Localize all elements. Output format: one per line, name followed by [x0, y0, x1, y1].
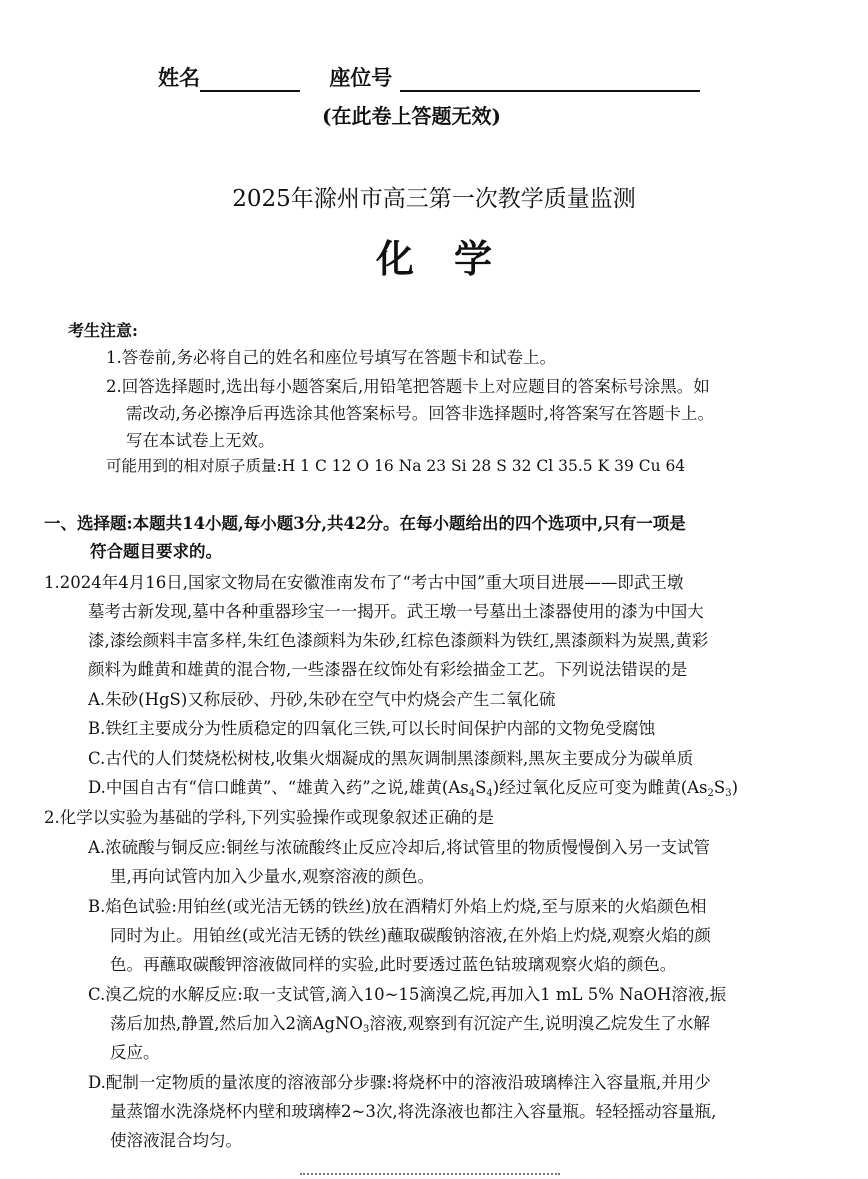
q1-option-a: A.朱砂(HgS)又称辰砂、丹砂,朱砂在空气中灼烧会产生二氧化硫 [88, 690, 556, 709]
orpiment-formula: $As_2S_3$ [687, 778, 732, 799]
q2-stem: 2.化学以实验为基础的学科,下列实验操作或现象叙述正确的是 [44, 808, 494, 827]
q2-option-d-line-1: D.配制一定物质的量浓度的溶液部分步骤:将烧杯中的溶液沿玻璃棒注入容量瓶,并用少 [88, 1073, 711, 1092]
invalid-note: (在此卷上答题无效) [322, 104, 501, 128]
page-footer-cutoff [300, 1173, 560, 1179]
silver-nitrate-formula: AgNO$_3$ [312, 1014, 370, 1035]
name-label: 姓名 [158, 65, 200, 90]
notice-item-2-line-2: 需改动,务必擦净后再选涂其他答案标号。回答非选择题时,将答案写在答题卡上。 [126, 404, 714, 423]
section-1-heading: 一、选择题:本题共14小题,每小题3分,共42分。在每小题给出的四个选项中,只有一项是 [44, 514, 686, 533]
q1-stem-line-2: 墓考古新发现,墓中各种重器珍宝一一揭开。武王墩一号墓出土漆器使用的漆为中国大 [88, 602, 704, 621]
q2-option-c-line-1: C.溴乙烷的水解反应:取一支试管,滴入10~15滴溴乙烷,再加入1 mL 5% NaOH溶液,振 [88, 985, 727, 1004]
q1-d-text-1: D.中国自古有“信口雌黄”、“雄黄入药”之说,雄黄( [88, 778, 449, 797]
exam-title: 2025年滁州市高三第一次教学质量监测 [232, 186, 636, 212]
q2-option-a-line-1: A.浓硫酸与铜反应:铜丝与浓硫酸终止反应冷却后,将试管里的物质慢慢倒入另一支试管 [88, 838, 710, 857]
q1-d-text-2: )经过氧化反应可变为雌黄( [492, 778, 688, 797]
atomic-masses: 可能用到的相对原子质量:H 1 C 12 O 16 Na 23 Si 28 S 32 Cl 35.5 K 39 Cu 64 [106, 457, 686, 475]
candidate-info-line [158, 62, 700, 92]
notice-item-1: 1.答卷前,务必将自己的姓名和座位号填写在答题卡和试卷上。 [106, 348, 556, 367]
q1-option-b: B.铁红主要成分为性质稳定的四氧化三铁,可以长时间保护内部的文物免受腐蚀 [88, 719, 656, 738]
notice-item-2-line-1: 2.回答选择题时,选出每小题答案后,用铅笔把答题卡上对应题目的答案标号涂黑。如 [106, 377, 710, 396]
q2-option-c-line-2: 荡后加热,静置,然后加入2滴AgNO$_3$溶液,观察到有沉淀产生,说明溴乙烷发生了水解 [110, 1014, 710, 1035]
seat-blank [400, 68, 700, 92]
q1-option-d: D.中国自古有“信口雌黄”、“雄黄入药”之说,雄黄$(As_4S_4)$经过氧化反应可变为雌黄$(As_2S_3)$ [88, 778, 739, 799]
q2-option-c-line-3: 反应。 [110, 1043, 160, 1062]
subject-title: 化学 [375, 236, 532, 281]
q1-stem-line-4: 颜料为雌黄和雄黄的混合物,一些漆器在纹饰处有彩绘描金工艺。下列说法错误的是 [88, 660, 688, 679]
realgar-formula: $As_4S_4$ [448, 778, 493, 799]
name-blank [200, 68, 300, 92]
q2-option-b-line-2: 同时为止。用铂丝(或光洁无锈的铁丝)蘸取碳酸钠溶液,在外焰上灼烧,观察火焰的颜 [110, 926, 711, 945]
q2-option-d-line-2: 量蒸馏水洗涤烧杯内壁和玻璃棒2~3次,将洗涤液也都注入容量瓶。轻轻摇动容量瓶, [110, 1102, 717, 1121]
q1-stem-line-3: 漆,漆绘颜料丰富多样,朱红色漆颜料为朱砂,红棕色漆颜料为铁红,黑漆颜料为炭黑,黄彩 [88, 631, 709, 650]
q2-option-a-line-2: 里,再向试管内加入少量水,观察溶液的颜色。 [110, 867, 434, 886]
section-1-heading-cont: 符合题目要求的。 [90, 542, 222, 561]
q2-option-b-line-3: 色。再蘸取碳酸钾溶液做同样的实验,此时要透过蓝色钴玻璃观察火焰的颜色。 [110, 955, 677, 974]
notice-item-2-line-3: 写在本试卷上无效。 [126, 431, 275, 450]
q2-option-d-line-3: 使溶液混合均匀。 [110, 1131, 242, 1150]
notice-heading: 考生注意: [68, 321, 138, 340]
seat-label: 座位号 [329, 65, 393, 90]
q2-option-b-line-1: B.焰色试验:用铂丝(或光洁无锈的铁丝)放在酒精灯外焰上灼烧,至与原来的火焰颜色相 [88, 897, 707, 916]
q1-stem-line-1: 1.2024年4月16日,国家文物局在安徽淮南发布了“考古中国”重大项目进展——即武王墩 [44, 573, 684, 592]
q1-option-c: C.古代的人们焚烧松树枝,收集火烟凝成的黑灰调制黑漆颜料,黑灰主要成分为碳单质 [88, 749, 694, 768]
